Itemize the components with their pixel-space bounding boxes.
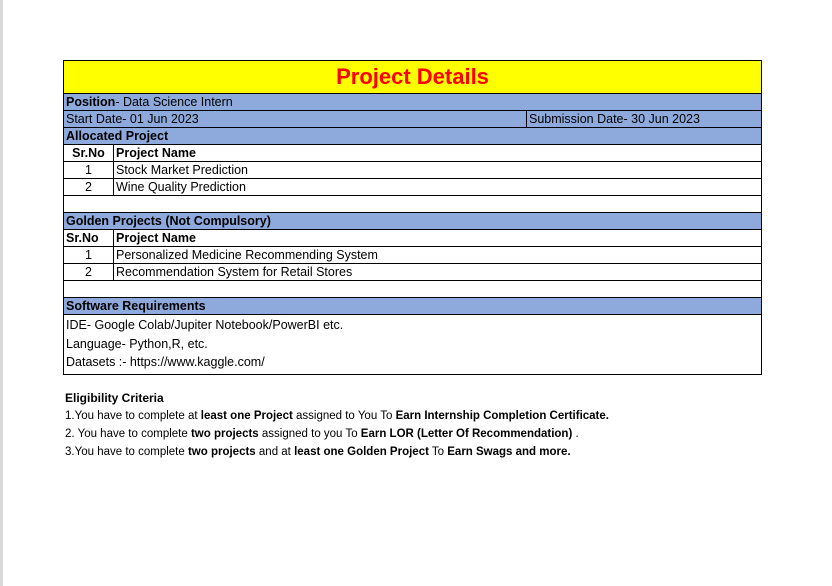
criteria-line-2: 2. You have to complete two projects assigned to you To Earn LOR (Letter Of Recommendation) .	[65, 428, 579, 440]
window-left-edge	[0, 0, 3, 586]
page-title: Project Details	[64, 61, 761, 93]
golden-heading: Golden Projects (Not Compulsory)	[64, 212, 761, 229]
table-row: 1 Personalized Medicine Recommending System	[64, 246, 761, 263]
col-project-name: Project Name	[116, 146, 196, 160]
allocated-header-row	[64, 144, 761, 161]
position-row	[64, 93, 761, 110]
position-label: Position	[66, 95, 116, 109]
criteria-line-3: 3.You have to complete two projects and at least one Golden Project To Earn Swags and more.	[65, 446, 571, 458]
col-sr-no: Sr.No	[64, 145, 114, 161]
golden-header-row	[64, 229, 761, 246]
eligibility-criteria	[65, 389, 765, 461]
table-row: 1 Stock Market Prediction	[64, 161, 761, 178]
spacer-row	[64, 280, 761, 297]
table-row: 2 Recommendation System for Retail Stores	[64, 263, 761, 280]
project-details-table	[63, 60, 762, 375]
ide-line: IDE- Google Colab/Jupiter Notebook/PowerBI etc.	[66, 318, 344, 332]
spacer-row	[64, 195, 761, 212]
start-date: Start Date- 01 Jun 2023	[64, 111, 527, 127]
eligibility-heading: Eligibility Criteria	[65, 391, 164, 405]
software-heading: Software Requirements	[64, 297, 761, 314]
dates-row	[64, 110, 761, 127]
criteria-line-1: 1.You have to complete at least one Project assigned to You To Earn Internship Completion Certificate.	[65, 410, 609, 422]
software-body	[64, 314, 761, 374]
col-sr-no: Sr.No	[64, 230, 114, 246]
col-project-name: Project Name	[116, 231, 196, 245]
position-value: - Data Science Intern	[115, 95, 233, 109]
submission-date: Submission Date- 30 Jun 2023	[529, 112, 700, 126]
allocated-heading: Allocated Project	[64, 127, 761, 144]
language-line: Language- Python,R, etc.	[66, 336, 208, 351]
datasets-line: Datasets :- https://www.kaggle.com/	[66, 355, 265, 369]
table-row: 2 Wine Quality Prediction	[64, 178, 761, 195]
